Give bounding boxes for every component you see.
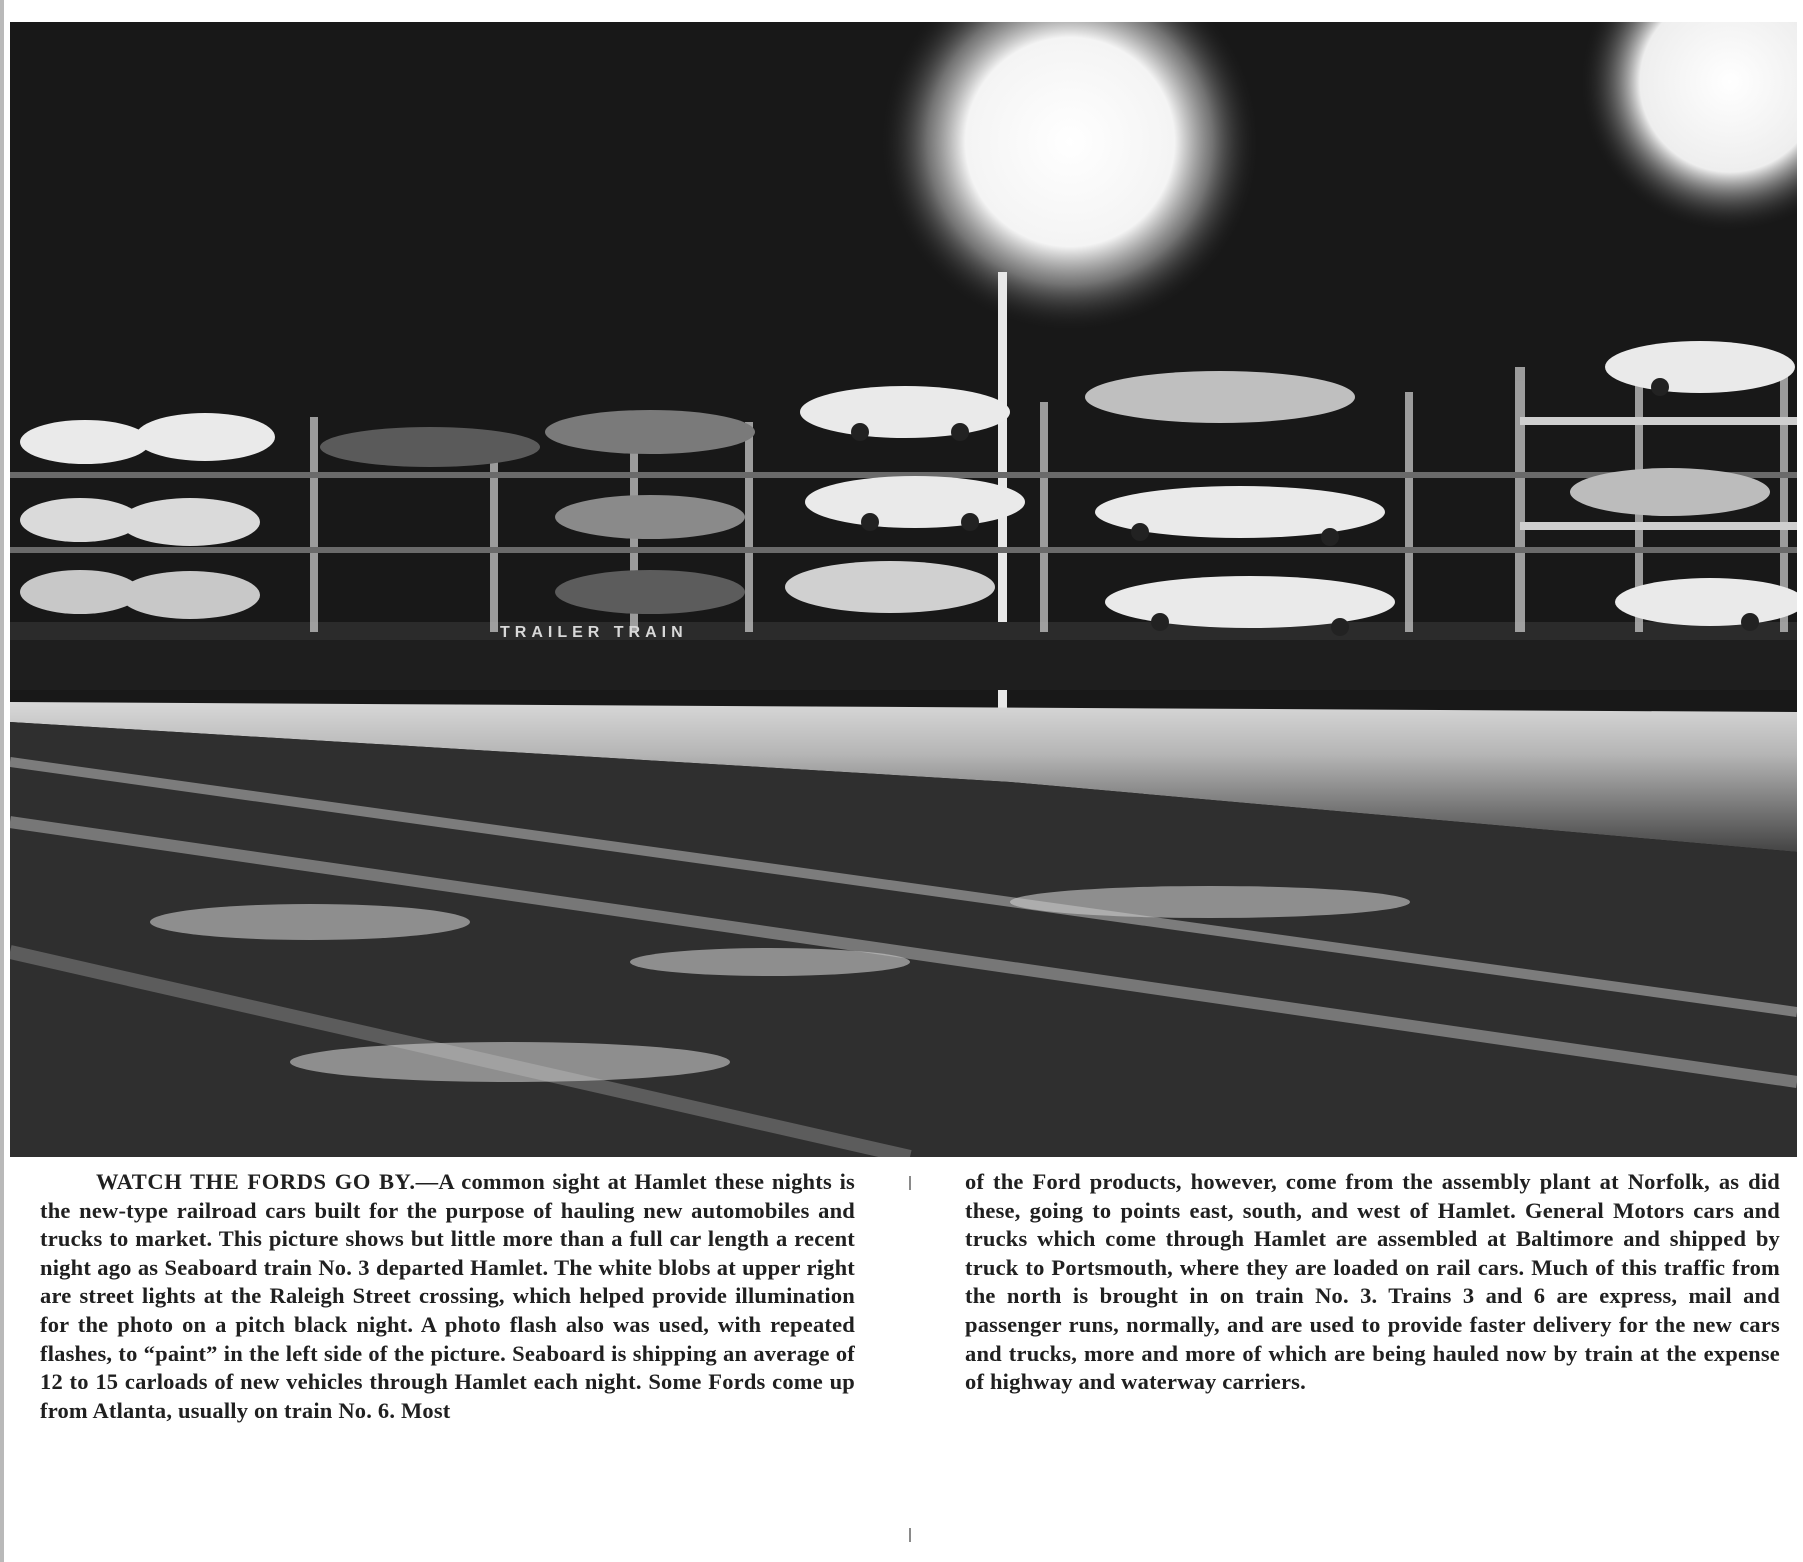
railcar-lettering: TRAILER TRAIN (500, 624, 688, 641)
caption-body-right: of the Ford products, however, come from the assembly plant at Norfolk, as did these, going to points east, south, and west of Hamlet. General Motors cars and trucks which come through Hamlet are assembled at Baltimore and shipped by truck to Portsmouth, where they are loaded on rail cars. Much of this traffic from the north is brought in on train No. 3. Trains 3 and 6 are express, mail and passenger runs, normally, and are used to provide faster delivery for the new cars and trucks, more and more of which are being hauled now by train at the expense of highway and waterway carriers. (965, 1169, 1780, 1395)
photo-illustration (10, 22, 1797, 1157)
photo-caption (40, 1168, 1780, 1548)
newspaper-photo (10, 22, 1797, 1157)
caption-column-left (40, 1168, 855, 1548)
caption-column-right (965, 1168, 1780, 1548)
page-edge (0, 0, 4, 1562)
caption-body-left: —A common sight at Hamlet these nights is the new-type railroad cars built for the purpose of hauling new automobiles and trucks to market. This picture shows but little more than a full car length a recent night ago as Seaboard train No. 3 departed Hamlet. The white blobs at upper right are street lights at the Raleigh Street crossing, which helped provide illumination for the photo on a pitch black night. A photo flash also was used, with repeated flashes, to “paint” in the left side of the picture. Seaboard is shipping an average of 12 to 15 carloads of new vehicles through Hamlet each night. Some Fords come up from Atlanta, usually on train No. 6. Most (40, 1169, 855, 1423)
column-divider (909, 1168, 911, 1548)
caption-headline: WATCH THE FORDS GO BY. (96, 1169, 416, 1194)
rail-car-deck (10, 622, 1797, 640)
